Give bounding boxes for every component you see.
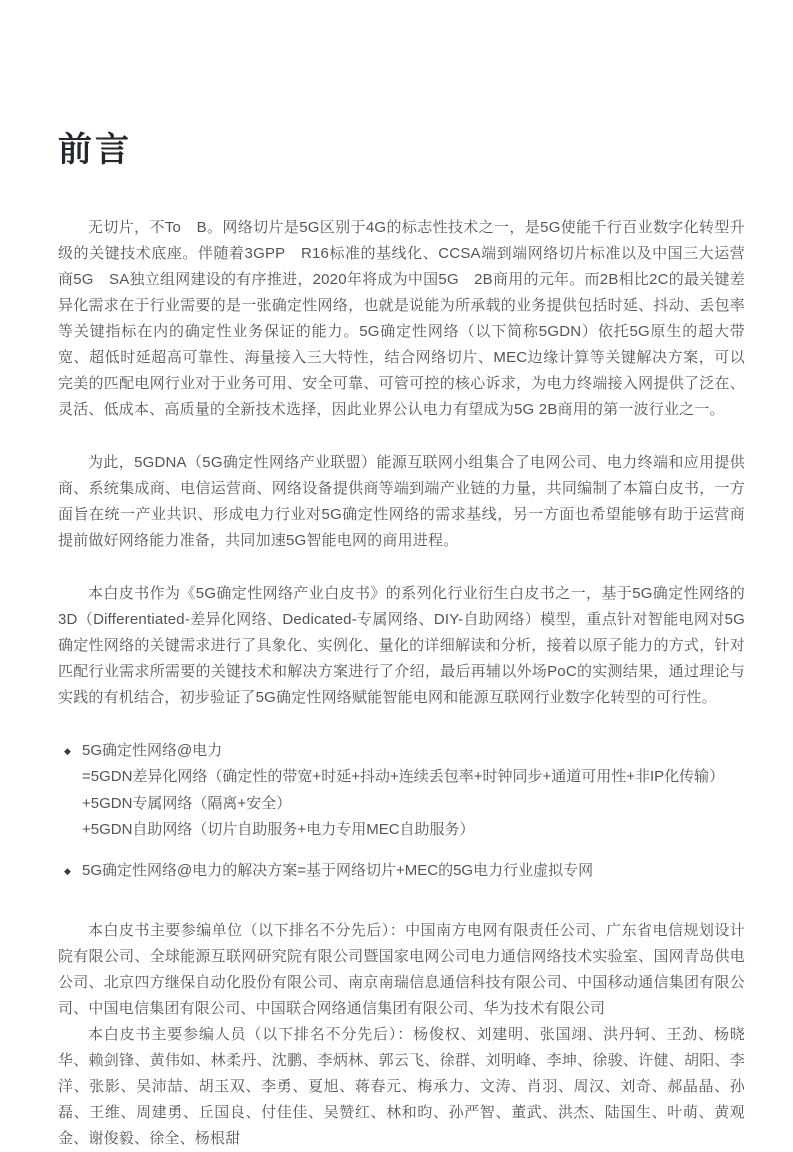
bullet-line-dedicated: +5GDN专属网络（隔离+安全） (82, 794, 292, 812)
bullet-line-header: 5G确定性网络@电力 (82, 741, 223, 759)
bullet-item-solution (64, 858, 745, 885)
paragraph-contributing-members: 本白皮书主要参编人员（以下排名不分先后）：杨俊权、刘建明、张国翊、洪丹轲、王劲、杨晓华、赖剑锋、黄伟如、林柔丹、沈鹏、李炳林、郭云飞、徐群、刘明峰、李坤、徐骏、许健、胡阳、李洋、张影、吴沛喆、胡玉双、李勇、夏旭、蒋春元、梅承力、文涛、肖羽、周汉、刘奇、郝晶晶、孙磊、王维、周建勇、丘国良、付佳佳、吴赞红、林和昀、孙严智、董武、洪杰、陆国生、叶萌、黄观金、谢俊毅、徐全、杨根甜 (58, 1026, 745, 1148)
diamond-bullet-icon: ◆ (64, 745, 71, 756)
bullet-line-differentiated: =5GDN差异化网络（确定性的带宽+时延+抖动+连续丢包率+时钟同步+通道可用性+非IP化传输） (82, 768, 725, 786)
paragraph-alliance: 为此，5GDNA（5G确定性网络产业联盟）能源互联网小组集合了电网公司、电力终端和应用提供商、系统集成商、电信运营商、网络设备提供商等端到端产业链的力量，共同编制了本篇白皮书，一方面旨在统一产业共识、形成电力行业对5G确定性网络的需求基线，另一方面也希望能够有助于运营商提前做好网络能力准备，共同加速5G智能电网的商用进程。 (58, 453, 745, 549)
paragraph-intro: 无切片，不To B。网络切片是5G区别于4G的标志性技术之一，是5G使能千行百业数字化转型升级的关键技术底座。伴随着3GPP R16标准的基线化、CCSA端到端网络切片标准以及中国三大运营商5G SA独立组网建设的有序推进，2020年将成为中国5G 2B商用的元年。而2B相比2C的最关键差异化需求在于行业需要的是一张确定性网络，也就是说能为所承载的业务提供包括时延、抖动、丢包率等关键指标在内的确定性业务保证的能力。5G确定性网络（以下简称5GDN）依托5G原生的超大带宽、超低时延超高可靠性、海量接入三大特性，结合网络切片、MEC边缘计算等关键解决方案，可以完美的匹配电网行业对于业务可用、安全可靠、可管可控的核心诉求，为电力终端接入网提供了泛在、灵活、低成本、高质量的全新技术选择，因此业界公认电力有望成为5G 2B商用的第一波行业之一。 (58, 218, 745, 418)
bullet-body (82, 738, 745, 844)
paragraph-contributing-units: 本白皮书主要参编单位（以下排名不分先后）：中国南方电网有限责任公司、广东省电信规划设计院有限公司、全球能源互联网研究院有限公司暨国家电网公司电力通信网络技术实验室、国网青岛供电公司、北京四方继保自动化股份有限公司、南京南瑞信息通信科技有限公司、中国移动通信集团有限公司、中国电信集团有限公司、中国联合网络通信集团有限公司、华为技术有限公司 (58, 922, 745, 1018)
diamond-bullet-icon: ◆ (64, 865, 71, 876)
bullet-line-diy: +5GDN自助网络（切片自助服务+电力专用MEC自助服务） (82, 821, 475, 839)
bullet-item-5gdn-power (64, 738, 745, 844)
bullet-line-solution: 5G确定性网络@电力的解决方案=基于网络切片+MEC的5G电力行业虚拟专网 (82, 861, 594, 879)
bullet-body (82, 858, 745, 885)
paragraph-whitepaper-overview: 本白皮书作为《5G确定性网络产业白皮书》的系列化行业衍生白皮书之一，基于5G确定性网络的3D（Differentiated-差异化网络、Dedicated-专属网络、DIY-自助网络）模型，重点针对智能电网对5G确定性网络的关键需求进行了具象化、实例化、量化的详细解读和分析，接着以原子能力的方式，针对匹配行业需求所需要的关键技术和解决方案进行了介绍，最后再辅以外场PoC的实测结果，通过理论与实践的有机结合，初步验证了5G确定性网络赋能智能电网和能源互联网行业数字化转型的可行性。 (58, 584, 745, 706)
key-points-list (64, 738, 745, 885)
page-title: 前言 (58, 131, 132, 169)
